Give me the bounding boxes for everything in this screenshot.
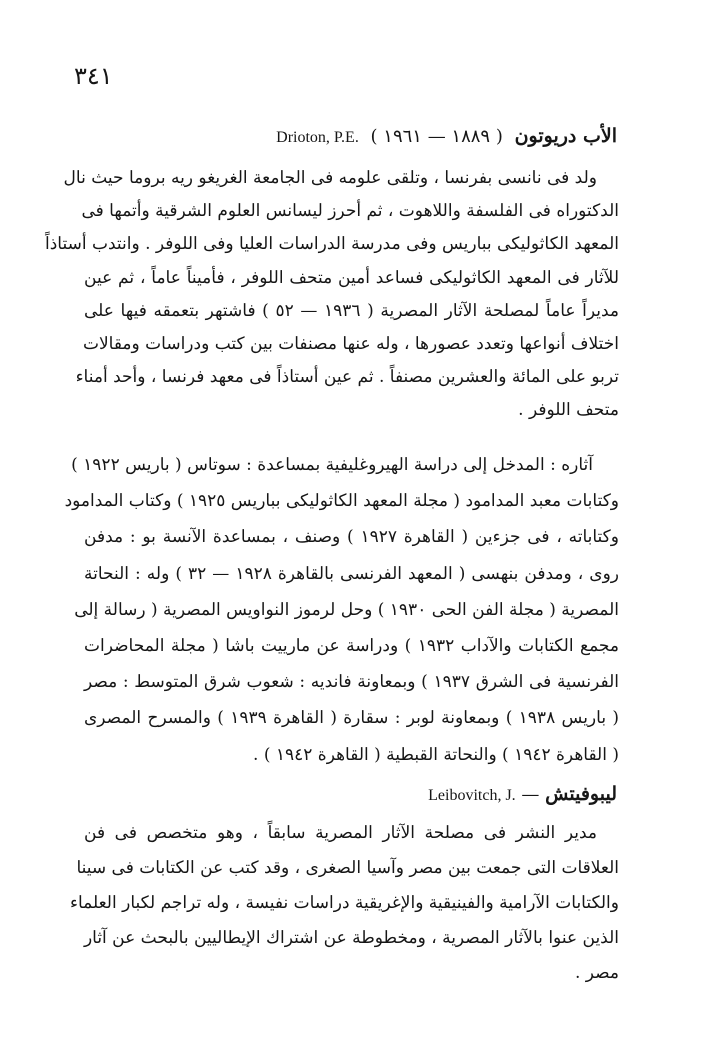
- entry-latin-name: Leibovitch, J.: [428, 787, 516, 804]
- biography-paragraph: [45, 162, 619, 428]
- text-line: ( باريس ١٩٣٨ ) وبمعاونة لوبر : سقارة ( القاهرة ١٩٣٩ ) والمسرح المصرى: [84, 708, 620, 729]
- entry-arabic-name: ليبوفيتش: [545, 783, 617, 805]
- text-line: الدكتوراه فى الفلسفة واللاهوت ، ثم أحرز ليسانس العلوم الشرقية وأتمها فى: [81, 201, 619, 222]
- entry-heading-drioton: [270, 123, 617, 151]
- text-line: مديراً عاماً لمصلحة الآثار المصرية ( ١٩٣٦ — ٥٢ ) فاشتهر بتعمقه فيها على: [84, 300, 619, 321]
- text-line: مدير النشر فى مصلحة الآثار المصرية سابقاً ، وهو متخصص فى فن: [84, 823, 597, 843]
- text-line: الذين عنوا بالآثار المصرية ، ومخطوطة عن اشتراك الإيطاليين بالبحث عن آثار: [83, 928, 619, 948]
- text-line: المعهد الكاثوليكى بباريس وفى مدرسة الدراسات العليا وفى اللوفر . وانتدب أستاذاً: [45, 234, 619, 255]
- text-line: وكتابات معبد المدامود ( مجلة المعهد الكاثوليكى بباريس ١٩٢٥ ) وكتاب المدامود: [64, 491, 619, 512]
- text-line: روى ، ومدفن بنهسى ( المعهد الفرنسى بالقاهرة ١٩٢٨ — ٣٢ ) وله : النحاتة: [84, 563, 619, 584]
- text-line: ولد فى نانسى بفرنسا ، وتلقى علومه فى الجامعة الغريغو ريه بروما حيث نال: [63, 168, 597, 188]
- works-paragraph: [64, 447, 620, 773]
- text-line: مصر .: [574, 963, 619, 983]
- text-line: ( القاهرة ١٩٤٢ ) والنحاتة القبطية ( القاهرة ١٩٤٢ ) .: [253, 744, 619, 765]
- text-line: تربو على المائة والعشرين مصنفاً . ثم عين أستاذاً فى معهد فرنسا ، وأحد أمناء: [75, 367, 619, 388]
- text-line: الفرنسية فى الشرق ١٩٣٧ ) وبمعاونة فانديه : شعوب شرق المتوسط : مصر: [84, 672, 620, 693]
- text-line: المصرية ( مجلة الفن الحى ١٩٣٠ ) وحل لرموز النواويس المصرية ( رسالة إلى: [74, 599, 619, 620]
- page-number: ٣٤١: [74, 62, 113, 90]
- entry-arabic-name: الأب دريوتون: [514, 125, 617, 147]
- text-line: آثاره : المدخل إلى دراسة الهيروغليفية بمساعدة : سوتاس ( باريس ١٩٢٢ ): [71, 455, 593, 475]
- text-line: وكتاباته ، فى جزءين ( القاهرة ١٩٢٧ ) وصنف ، بمساعدة الآنسة بو : مدفن: [84, 527, 619, 548]
- text-line: مجمع الكتابات والآداب ١٩٣٢ ) ودراسة عن مارييت باشا ( مجلة المحاضرات: [84, 636, 619, 657]
- entry-life-years: ( ١٨٨٩ — ١٩٦١ ): [370, 126, 503, 147]
- text-line: متحف اللوفر .: [518, 400, 619, 421]
- entry-latin-name: Drioton, P.E.: [276, 129, 359, 146]
- biography-paragraph: [69, 816, 619, 991]
- entry-heading-leibovitch: [420, 781, 617, 809]
- text-line: للآثار فى المعهد الكاثوليكى فساعد أمين متحف اللوفر ، فأميناً عاماً ، ثم عين: [84, 267, 619, 288]
- text-line: والكتابات الآرامية والفينيقية والإغريقية دراسات نفيسة ، وله تراجم لكبار العلماء: [69, 893, 619, 913]
- entry-dash: —: [521, 784, 540, 805]
- text-line: اختلاف أنواعها وتعدد عصورها ، وله عنها مصنفات بين كتب ودراسات ومقالات: [82, 334, 619, 355]
- text-line: العلاقات التى جمعت بين مصر وآسيا الصغرى ، وقد كتب عن الكتابات فى سينا: [76, 858, 619, 878]
